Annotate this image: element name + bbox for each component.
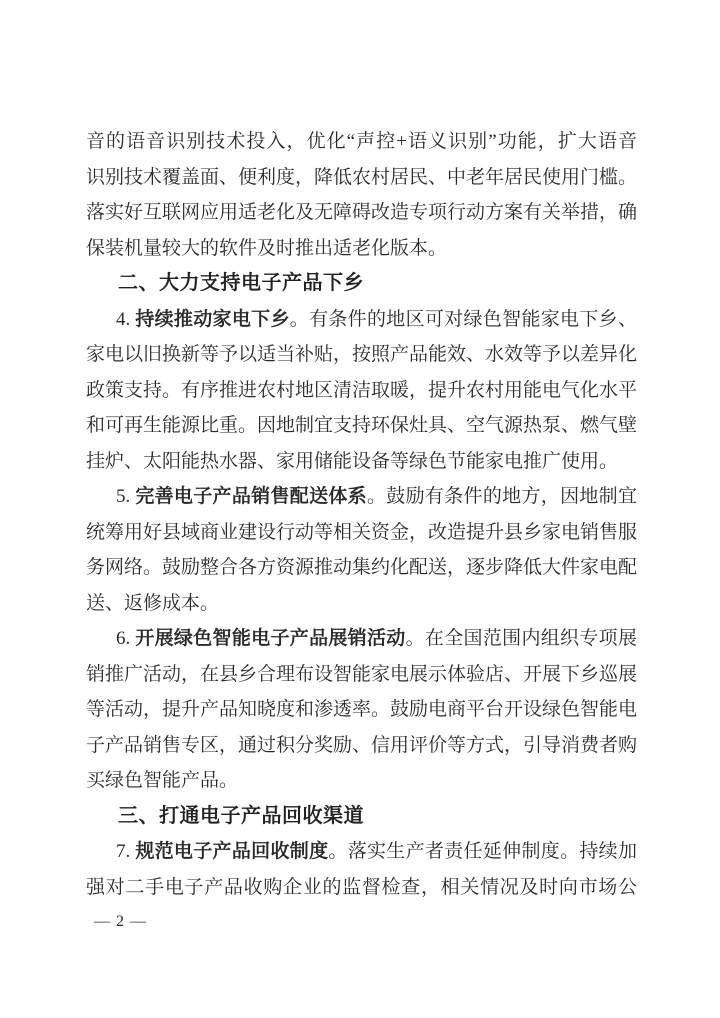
body-text: 送、返修成本。 — [86, 592, 220, 614]
text-line — [86, 444, 637, 480]
body-text: 家电以旧换新等予以适当补贴，按照产品能效、水效等予以差异化 — [86, 344, 637, 365]
body-text: 挂炉、太阳能热水器、家用储能设备等绿色节能家电推广使用。 — [86, 450, 619, 472]
document-body — [86, 124, 637, 905]
text-line — [86, 515, 637, 551]
body-text: 。在全国范围内组织专项展 — [405, 628, 637, 649]
item-title-bold: 开展绿色智能电子产品展销活动 — [135, 628, 406, 649]
body-text: 子产品销售专区，通过积分奖励、信用评价等方式，引导消费者购 — [86, 734, 637, 756]
body-text: 音的语音识别技术投入，优化“声控+语义识别”功能，扩大语音 — [86, 131, 637, 152]
body-text: 等活动，提升产品知晓度和渗透率。鼓励电商平台开设绿色智能电 — [86, 699, 637, 720]
section-heading: 二、大力支持电子产品下乡 — [118, 272, 364, 294]
text-line — [86, 550, 637, 586]
text-line — [86, 302, 637, 338]
body-text: 和可再生能源比重。因地制宜支持环保灶具、空气源热泵、燃气壁 — [86, 415, 637, 436]
text-line — [86, 408, 637, 444]
body-text: 。鼓励有条件的地方，因地制宜 — [367, 486, 637, 507]
text-line — [86, 692, 637, 728]
text-line — [86, 231, 637, 267]
page-number: — 2 — — [94, 913, 147, 930]
text-line — [86, 728, 637, 764]
body-text: 买绿色智能产品。 — [86, 770, 239, 791]
body-text: 7. — [116, 841, 136, 862]
body-text: 保装机量较大的软件及时推出适老化版本。 — [86, 237, 448, 259]
body-text: 统筹用好县域商业建设行动等相关资金，改造提升县乡家电销售服 — [86, 521, 637, 543]
item-title-bold: 完善电子产品销售配送体系 — [135, 486, 367, 507]
text-line — [86, 479, 637, 515]
body-text: 销推广活动，在县乡合理布设智能家电展示体验店、开展下乡巡展 — [86, 663, 637, 685]
body-text: 。有条件的地区可对绿色智能家电下乡、 — [289, 308, 637, 330]
body-text: 务网络。鼓励整合各方资源推动集约化配送，逐步降低大件家电配 — [86, 557, 637, 578]
text-line — [86, 621, 637, 657]
body-text: 。落实生产者责任延伸制度。持续加 — [328, 841, 637, 862]
item-title-bold: 规范电子产品回收制度 — [135, 841, 329, 862]
text-line — [86, 870, 637, 906]
text-line — [86, 373, 637, 409]
body-text: 落实好互联网应用适老化及无障碍改造专项行动方案有关举措，确 — [86, 202, 637, 223]
text-line — [86, 124, 637, 160]
text-line — [86, 657, 637, 693]
body-text: 政策支持。有序推进农村地区清洁取暖，提升农村用能电气化水平 — [86, 379, 637, 401]
body-text: 强对二手电子产品收购企业的监督检查，相关情况及时向市场公 — [86, 876, 637, 898]
text-line — [86, 763, 637, 799]
section-heading: 三、打通电子产品回收渠道 — [118, 804, 364, 827]
body-text: 5. — [116, 486, 136, 507]
text-line — [86, 337, 637, 373]
body-text: 6. — [116, 628, 136, 649]
text-line — [86, 160, 637, 196]
item-title-bold: 持续推动家电下乡 — [135, 308, 290, 330]
text-line — [86, 834, 637, 870]
text-line — [86, 195, 637, 231]
text-line — [86, 586, 637, 622]
body-text: 识别技术覆盖面、便利度，降低农村居民、中老年居民使用门槛。 — [86, 166, 637, 188]
body-text: 4. — [116, 308, 136, 330]
